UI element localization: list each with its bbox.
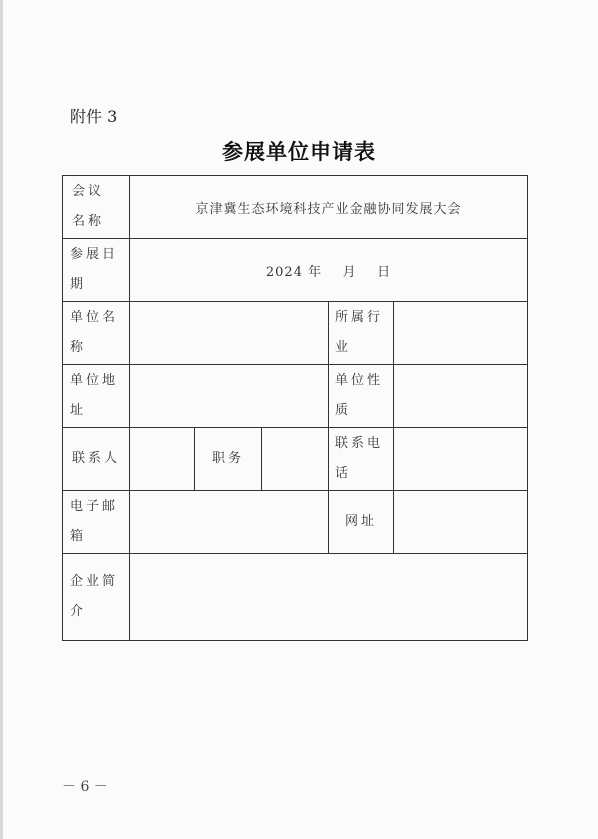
- company-nature-label-line1: 单位性: [335, 373, 384, 388]
- address-label-line2: 址: [70, 403, 87, 418]
- industry-field[interactable]: [394, 302, 528, 365]
- meeting-name-label: [63, 176, 130, 239]
- position-field[interactable]: [262, 428, 329, 491]
- page-edge: [0, 0, 3, 839]
- company-intro-label-line1: 企业简: [70, 574, 119, 589]
- phone-label: [329, 428, 394, 491]
- row-contact: [63, 428, 528, 491]
- meeting-name-label-line2: 名称: [72, 214, 105, 229]
- attachment-label: 附件 3: [70, 107, 118, 126]
- form-title: 参展单位申请表: [222, 139, 376, 164]
- email-label-line2: 箱: [70, 529, 87, 544]
- row-meeting-name: [63, 176, 528, 239]
- position-label: 职务: [195, 428, 262, 491]
- website-field[interactable]: [394, 491, 528, 554]
- company-name-label-line1: 单位名: [70, 310, 119, 325]
- date-value[interactable]: 2024 年 月 日: [130, 239, 528, 302]
- phone-label-line1: 联系电: [335, 436, 384, 451]
- application-form-table: [62, 175, 528, 641]
- phone-field[interactable]: [394, 428, 528, 491]
- page-number: － 6 －: [62, 779, 108, 795]
- meeting-name-label-line1: 会议: [72, 184, 105, 199]
- industry-label: [329, 302, 394, 365]
- company-intro-field[interactable]: [130, 554, 528, 641]
- phone-label-line2: 话: [335, 466, 352, 481]
- company-nature-label-line2: 质: [335, 403, 352, 418]
- address-label: [63, 365, 130, 428]
- date-label-line1: 参展日: [70, 247, 119, 262]
- contact-person-label: 联系人: [63, 428, 130, 491]
- industry-label-line2: 业: [335, 340, 352, 355]
- row-intro: [63, 554, 528, 641]
- company-nature-field[interactable]: [394, 365, 528, 428]
- company-name-label-line2: 称: [70, 340, 87, 355]
- company-name-label: [63, 302, 130, 365]
- company-nature-label: [329, 365, 394, 428]
- address-label-line1: 单位地: [70, 373, 119, 388]
- company-intro-label-line2: 介: [70, 604, 87, 619]
- date-label: [63, 239, 130, 302]
- meeting-name-value: 京津冀生态环境科技产业金融协同发展大会: [130, 176, 528, 239]
- date-label-line2: 期: [70, 277, 87, 292]
- email-label-line1: 电子邮: [70, 499, 119, 514]
- row-email: [63, 491, 528, 554]
- email-field[interactable]: [130, 491, 329, 554]
- row-date: [63, 239, 528, 302]
- contact-person-field[interactable]: [130, 428, 195, 491]
- website-label: 网址: [329, 491, 394, 554]
- email-label: [63, 491, 130, 554]
- row-company: [63, 302, 528, 365]
- address-field[interactable]: [130, 365, 329, 428]
- row-address: [63, 365, 528, 428]
- industry-label-line1: 所属行: [335, 310, 384, 325]
- company-intro-label: [63, 554, 130, 641]
- company-name-field[interactable]: [130, 302, 329, 365]
